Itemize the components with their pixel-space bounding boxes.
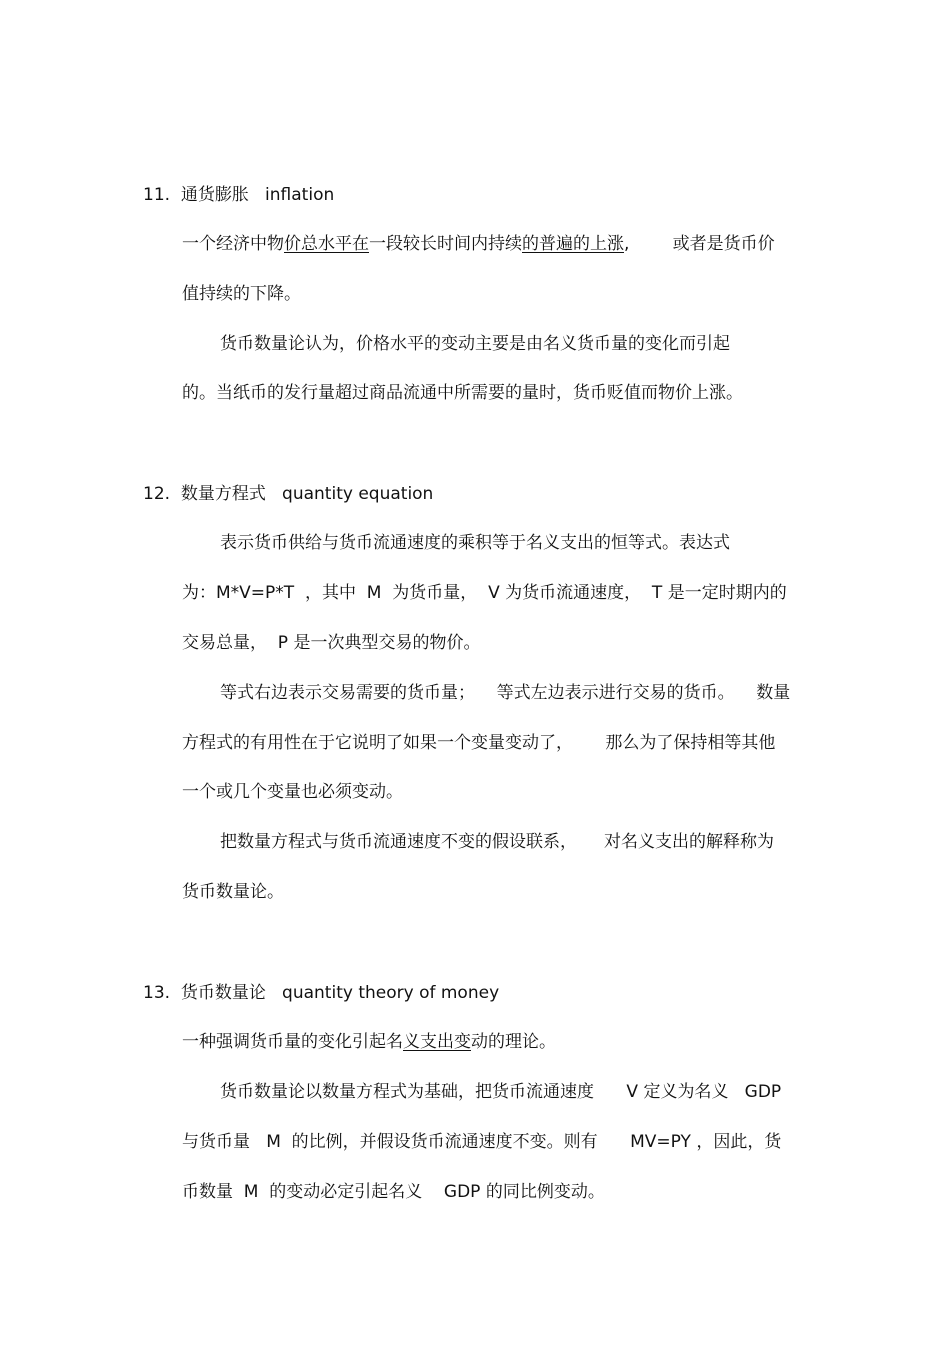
- text-span: , 或者是货币价: [624, 234, 775, 254]
- section-11-para1-line2: 值持续的下降。: [182, 284, 301, 304]
- section-11-heading: 11. 通货膨胀 inflation: [143, 185, 335, 205]
- underlined-term: 义支出变: [403, 1032, 471, 1052]
- underlined-term: 价总水平在: [284, 234, 369, 254]
- section-11-para1-line1: [182, 233, 775, 255]
- section-12-para1-line1: 表示货币供给与货币流通速度的乘积等于名义支出的恒等式。表达式: [220, 533, 730, 553]
- section-11-para2-line2: 的。当纸币的发行量超过商品流通中所需要的量时，货币贬值而物价上涨。: [182, 383, 743, 403]
- text-span: 一个经济中物: [182, 234, 284, 254]
- section-12-para1-line3: 交易总量， P 是一次典型交易的物价。: [182, 633, 481, 653]
- section-13-para1-line1: [182, 1031, 556, 1053]
- section-12-para2-line3: 一个或几个变量也必须变动。: [182, 782, 403, 802]
- text-span: 一种强调货币量的变化引起名: [182, 1032, 403, 1052]
- section-13-para2-line2: 与货币量 M 的比例，并假设货币流通速度不变。则有 MV=PY ，因此，货: [182, 1132, 782, 1152]
- underlined-term: 的普遍的上涨: [522, 234, 624, 254]
- section-12-para3-line1: 把数量方程式与货币流通速度不变的假设联系， 对名义支出的解释称为: [220, 832, 775, 852]
- section-12-heading: 12. 数量方程式 quantity equation: [143, 484, 434, 504]
- section-13-para2-line3: 币数量 M 的变动必定引起名义 GDP 的同比例变动。: [182, 1182, 605, 1202]
- text-span: 一段较长时间内持续: [369, 234, 522, 254]
- section-12-para2-line1: 等式右边表示交易需要的货币量； 等式左边表示进行交易的货币。 数量: [220, 683, 791, 703]
- section-12-para2-line2: 方程式的有用性在于它说明了如果一个变量变动了， 那么为了保持相等其他: [182, 733, 776, 753]
- section-13-heading: 13. 货币数量论 quantity theory of money: [143, 983, 500, 1003]
- text-span: 动的理论。: [471, 1032, 556, 1052]
- section-13-para2-line1: 货币数量论以数量方程式为基础，把货币流通速度 V 定义为名义 GDP: [220, 1082, 782, 1102]
- section-11-para2-line1: 货币数量论认为，价格水平的变动主要是由名义货币量的变化而引起: [220, 334, 730, 354]
- section-12-para3-line2: 货币数量论。: [182, 882, 284, 902]
- section-12-para1-line2: 为：M*V=P*T ，其中 M 为货币量， V 为货币流通速度， T 是一定时期内的: [182, 583, 787, 603]
